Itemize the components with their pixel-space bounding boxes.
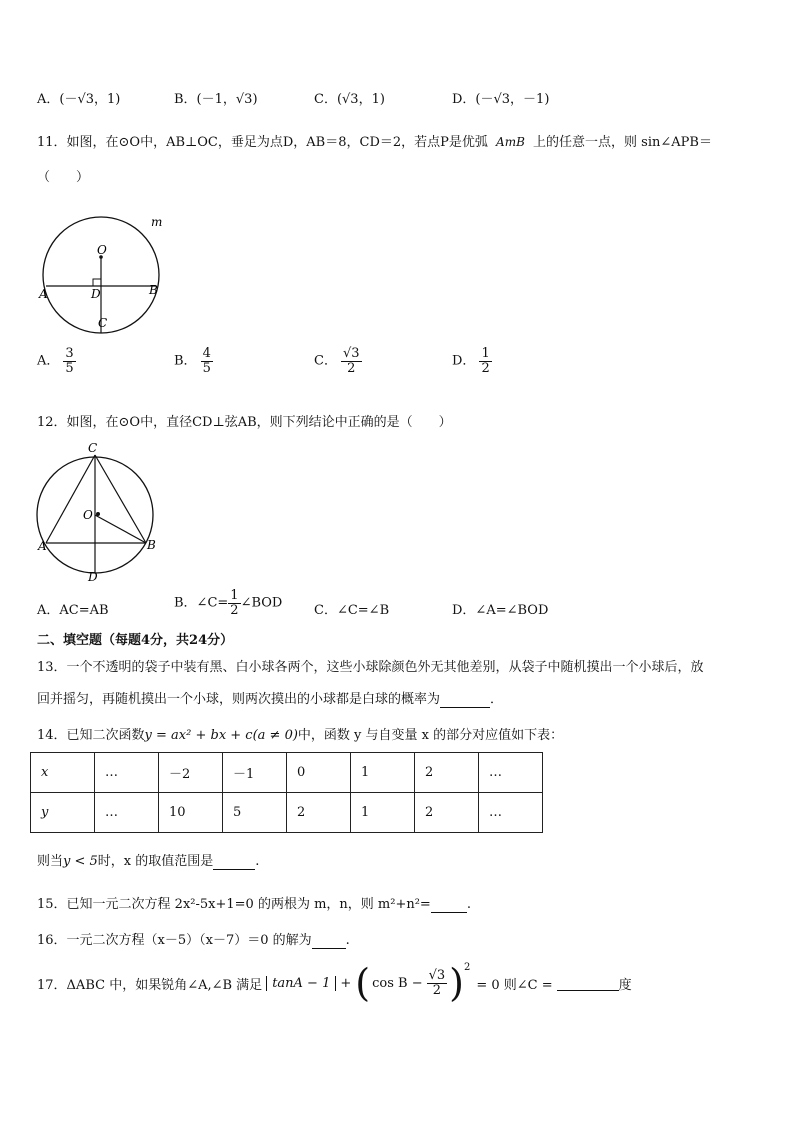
q14-stem-post: 中，函数 y 与自变量 x 的部分对应值如下表： (297, 728, 564, 743)
q11-option-b (174, 347, 213, 375)
table-row (31, 793, 543, 833)
q12-option-c: C．∠C=∠B (314, 603, 390, 618)
q12-option-b (174, 589, 282, 617)
table-cell: －1 (223, 753, 287, 793)
q17-square: 2 (463, 962, 471, 973)
q11-option-c-letter: C． (314, 353, 337, 369)
q12-option-b-post: ∠BOD (240, 595, 283, 611)
q11-paren: （ ） (37, 170, 90, 185)
q17-fraction (427, 969, 448, 997)
q11-circle-diagram (35, 210, 175, 335)
q12-option-b-pre: B．∠C= (174, 595, 229, 611)
q12-circle-diagram (35, 437, 165, 587)
q14-condition: y < 5 (63, 854, 98, 869)
table-cell: 2 (287, 793, 351, 833)
q17-plus: + (340, 975, 352, 991)
q12-option-b-num: 1 (230, 588, 239, 603)
q11-option-c-den: 2 (347, 360, 356, 376)
table-cell: 2 (415, 793, 479, 833)
q10-option-d: D．(－√3，－1) (452, 92, 550, 107)
q17-left-paren: ( (355, 961, 371, 1005)
q11-option-d-letter: D． (452, 353, 476, 369)
q17-pre: 17．ΔABC 中，如果锐角∠A,∠B 满足 (37, 977, 263, 993)
q15-answer-blank[interactable] (431, 897, 467, 913)
q14-stem (37, 724, 563, 743)
q11-option-d-num: 1 (481, 346, 490, 361)
q12-option-b-fraction (228, 589, 240, 617)
q11-option-b-num: 4 (202, 346, 211, 361)
q17-unit: 度 (618, 977, 632, 993)
q11-option-b-den: 5 (202, 360, 211, 376)
q13-line1: 13．一个不透明的袋子中装有黑、白小球各两个，这些小球除颜色外无其他差别，从袋子中随机摸出一个小球后，放 (37, 660, 704, 675)
q11-label-d: D (91, 287, 101, 301)
q11-option-d-fraction (479, 347, 491, 375)
q11-option-a-letter: A． (37, 353, 60, 369)
q11-option-a-den: 5 (65, 360, 74, 376)
q12-label-d: D (88, 570, 98, 584)
q17-cos: cos B − (372, 975, 423, 991)
q16-answer-blank[interactable] (312, 933, 346, 949)
q11-option-a-fraction (63, 347, 75, 375)
q14-after-post: 时，x 的取值范围是 (97, 854, 214, 869)
q14-after-pre: 则当 (37, 854, 64, 869)
q13-line2 (37, 688, 503, 708)
q12-stem: 12．如图，在⊙O中，直径CD⊥弦AB，则下列结论中正确的是（ ） (37, 415, 452, 430)
q11-label-c: C (98, 316, 108, 330)
q15 (37, 893, 471, 913)
q17-num: √3 (428, 967, 446, 983)
q14-answer-blank[interactable] (213, 854, 255, 870)
q11-label-a: A (39, 287, 48, 301)
q14-after (37, 850, 259, 870)
q10-option-a: A．(－√3，1) (37, 92, 121, 107)
table-row (31, 753, 543, 793)
q13-line2-text: 回并摇匀，再随机摸出一个小球，则两次摸出的小球都是白球的概率为 (37, 692, 441, 707)
q14-end: . (255, 854, 260, 869)
q11-label-o: O (97, 243, 107, 257)
q11-stem-text: 11．如图，在⊙O中，AB⊥OC，垂足为点D，AB＝8，CD＝2，若点P是优弧 (37, 135, 488, 150)
q11-option-a-num: 3 (65, 346, 74, 361)
q12-option-b-den: 2 (230, 602, 239, 618)
q11-option-d-den: 2 (481, 360, 490, 376)
q12-option-d: D．∠A=∠BOD (452, 603, 549, 618)
table-cell: … (95, 793, 159, 833)
q11-option-c-num: √3 (342, 346, 360, 361)
q12-label-a: A (38, 539, 47, 553)
q11-stem (37, 131, 712, 150)
q16-text: 16．一元二次方程（x－5）（x－7）＝0 的解为 (37, 933, 312, 948)
q14-formula: y = ax² + bx + c(a ≠ 0) (144, 728, 298, 743)
table-cell: 2 (415, 753, 479, 793)
q17-den: 2 (432, 982, 442, 998)
table-cell: 1 (351, 753, 415, 793)
table-cell: … (479, 753, 543, 793)
q11-option-a (37, 347, 76, 375)
q11-option-b-letter: B． (174, 353, 197, 369)
q12-option-a: A．AC=AB (37, 603, 109, 618)
q16 (37, 929, 350, 949)
q12-label-c: C (88, 441, 98, 455)
q17-abs-expression: tanA − 1 (266, 976, 336, 991)
table-cell: 10 (159, 793, 223, 833)
q10-option-c: C．(√3，1) (314, 92, 385, 107)
section-heading: 二、填空题（每题4分，共24分） (37, 633, 234, 648)
table-cell: －2 (159, 753, 223, 793)
q12-label-o: O (83, 508, 93, 522)
table-cell: 1 (351, 793, 415, 833)
q11-stem-tail: 上的任意一点，则 sin∠APB＝ (533, 135, 712, 150)
q10-option-b: B．(－1，√3) (174, 92, 258, 107)
q11-option-c (314, 347, 362, 375)
table-cell: … (479, 793, 543, 833)
q17 (37, 960, 632, 1006)
q15-text: 15．已知一元二次方程 2x²-5x+1=0 的两根为 m，n，则 m²+n²= (37, 897, 431, 912)
table-cell: … (95, 753, 159, 793)
q11-option-b-fraction (201, 347, 213, 375)
q11-option-c-fraction (341, 347, 362, 375)
q12-label-b: B (147, 538, 156, 552)
q13-end: ． (490, 692, 504, 707)
table-cell: 5 (223, 793, 287, 833)
q11-label-m: m (151, 215, 163, 229)
q17-eq: = 0 则∠C = (476, 977, 553, 993)
table-cell: y (31, 793, 95, 833)
q17-right-paren: ) (449, 961, 464, 1005)
q14-stem-pre: 14．已知二次函数 (37, 728, 145, 743)
q17-answer-blank[interactable] (557, 975, 619, 991)
q15-end: . (466, 897, 471, 912)
q11-option-d (452, 347, 492, 375)
q13-answer-blank[interactable] (440, 692, 490, 708)
q14-value-table (30, 752, 543, 833)
table-cell: x (31, 753, 95, 793)
q11-label-b: B (149, 283, 158, 297)
table-cell: 0 (287, 753, 351, 793)
q11-arc-label: AmB (496, 135, 525, 149)
q16-end: . (345, 933, 350, 948)
